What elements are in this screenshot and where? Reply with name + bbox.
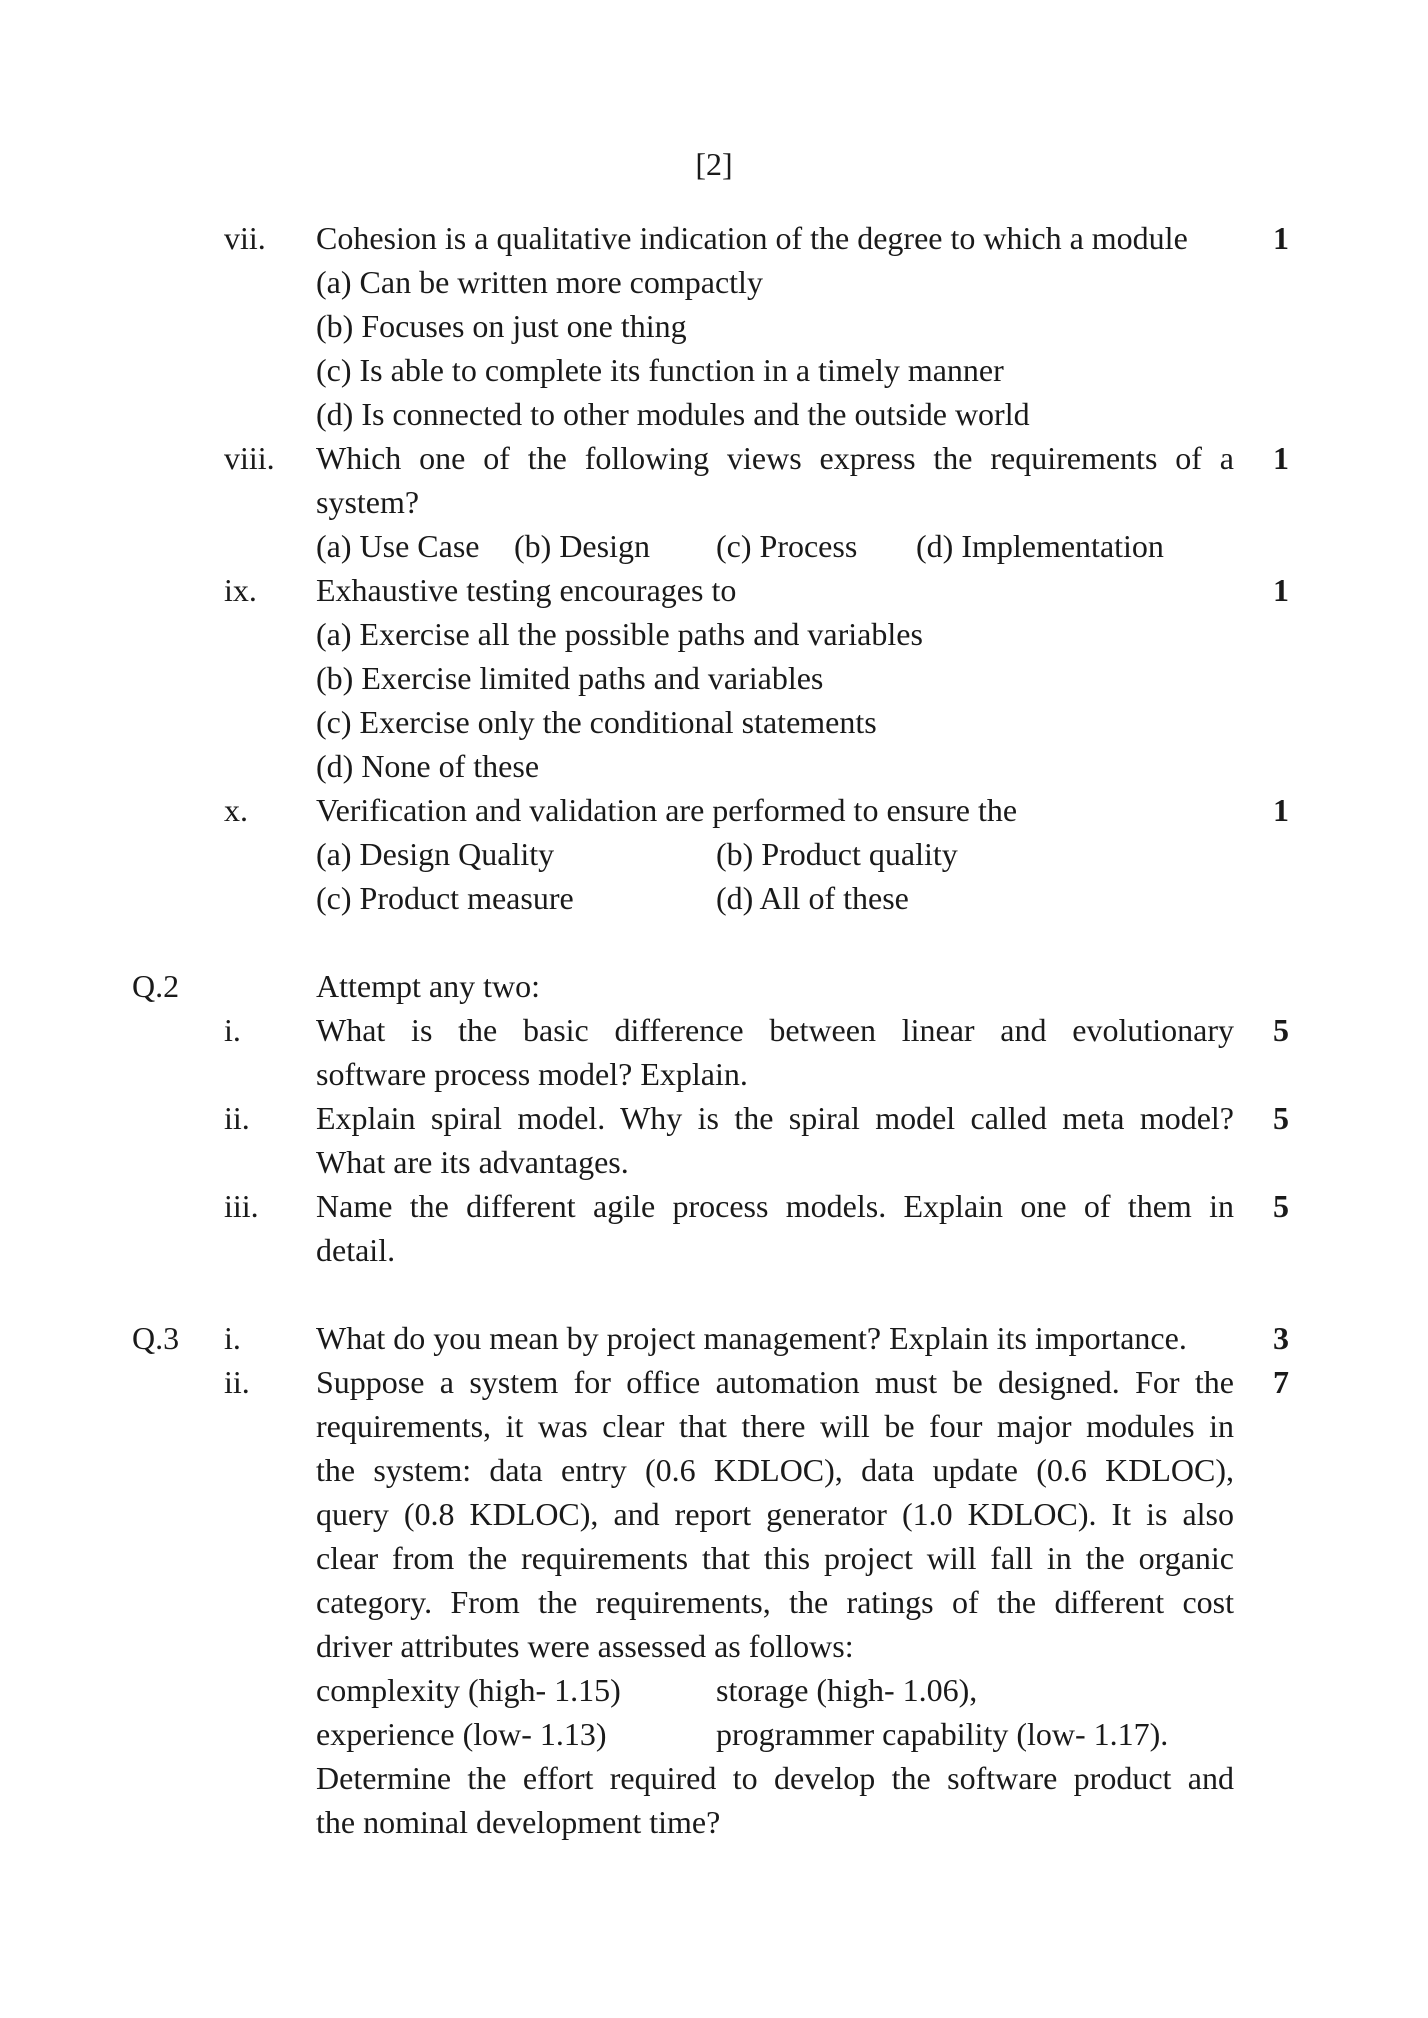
option-row: [0, 876, 1428, 920]
question-text: Name the different agile process models. Explain one of them in: [316, 1188, 1234, 1224]
question-text: Cohesion is a qualitative indication of the degree to which a module: [316, 220, 1188, 256]
question-x: [0, 788, 1428, 832]
question-text: requirements, it was clear that there will be four major modules in: [316, 1408, 1234, 1444]
question-text: driver attributes were assessed as follows:: [316, 1628, 854, 1664]
cost-driver: storage (high- 1.06),: [716, 1672, 978, 1708]
option: (a) Use Case: [316, 528, 480, 564]
marks: 3: [1273, 1320, 1289, 1356]
marks: 1: [1273, 220, 1289, 256]
question-text-continued: [0, 1756, 1428, 1800]
instruction: Attempt any two:: [316, 968, 540, 1004]
question-text: detail.: [316, 1232, 396, 1268]
question-number: i.: [224, 1012, 241, 1048]
question-text-continued: [0, 1052, 1428, 1096]
option: (b) Product quality: [716, 836, 958, 872]
question-text-continued: [0, 480, 1428, 524]
option-row: [0, 700, 1428, 744]
question-text-continued: [0, 1536, 1428, 1580]
option: (b) Design: [514, 528, 650, 564]
question-text: What do you mean by project management? Explain its importance.: [316, 1320, 1187, 1356]
question-text-continued: [0, 1404, 1428, 1448]
option: (d) Implementation: [916, 528, 1164, 564]
question-number: ii.: [224, 1364, 250, 1400]
cost-driver-row: [0, 1668, 1428, 1712]
question-text: What are its advantages.: [316, 1144, 629, 1180]
question-text: the nominal development time?: [316, 1804, 721, 1840]
option: (c) Exercise only the conditional statements: [316, 704, 877, 740]
page-number: [2]: [695, 146, 733, 182]
option-row: [0, 524, 1428, 568]
option: (c) Process: [716, 528, 858, 564]
option: (a) Design Quality: [316, 836, 555, 872]
question-text: Which one of the following views express the requirements of a: [316, 440, 1234, 476]
option: (d) All of these: [716, 880, 909, 916]
q3-item-ii: [0, 1360, 1428, 1404]
q3-item-i: [0, 1316, 1428, 1360]
question-text-continued: [0, 1448, 1428, 1492]
option-row: [0, 348, 1428, 392]
option-row: [0, 392, 1428, 436]
question-text: Verification and validation are performed to ensure the: [316, 792, 1018, 828]
question-text: clear from the requirements that this project will fall in the organic: [316, 1540, 1234, 1576]
question-number: ix.: [224, 572, 257, 608]
q2-header: [0, 964, 1428, 1008]
option: (c) Is able to complete its function in a timely manner: [316, 352, 1004, 388]
question-text-continued: [0, 1140, 1428, 1184]
question-text: Suppose a system for office automation must be designed. For the: [316, 1364, 1234, 1400]
option: (d) None of these: [316, 748, 540, 784]
option-row: [0, 656, 1428, 700]
option: (a) Can be written more compactly: [316, 264, 763, 300]
question-text: category. From the requirements, the ratings of the different cost: [316, 1584, 1234, 1620]
question-text: What is the basic difference between linear and evolutionary: [316, 1012, 1234, 1048]
question-number: i.: [224, 1320, 241, 1356]
option-row: [0, 260, 1428, 304]
question-number: x.: [224, 792, 248, 828]
question-ix: [0, 568, 1428, 612]
marks: 1: [1273, 440, 1289, 476]
option-row: [0, 744, 1428, 788]
question-text-continued: [0, 1624, 1428, 1668]
cost-driver: experience (low- 1.13): [316, 1716, 607, 1752]
option: (c) Product measure: [316, 880, 574, 916]
option: (b) Exercise limited paths and variables: [316, 660, 824, 696]
marks: 5: [1273, 1188, 1289, 1224]
question-number: vii.: [224, 220, 266, 256]
marks: 1: [1273, 792, 1289, 828]
option-row: [0, 304, 1428, 348]
cost-driver: programmer capability (low- 1.17).: [716, 1716, 1169, 1752]
q2-item-i: [0, 1008, 1428, 1052]
question-text-continued: [0, 1492, 1428, 1536]
question-text: the system: data entry (0.6 KDLOC), data update (0.6 KDLOC),: [316, 1452, 1234, 1488]
option: (d) Is connected to other modules and the outside world: [316, 396, 1030, 432]
question-text: Determine the effort required to develop the software product and: [316, 1760, 1234, 1796]
question-text-continued: [0, 1580, 1428, 1624]
cost-driver: complexity (high- 1.15): [316, 1672, 621, 1708]
cost-driver-row: [0, 1712, 1428, 1756]
question-text: Explain spiral model. Why is the spiral model called meta model?: [316, 1100, 1234, 1136]
marks: 5: [1273, 1100, 1289, 1136]
question-number: iii.: [224, 1188, 259, 1224]
question-label: Q.2: [132, 968, 180, 1004]
marks: 7: [1273, 1364, 1289, 1400]
question-number: viii.: [224, 440, 275, 476]
option-row: [0, 832, 1428, 876]
question-text: Exhaustive testing encourages to: [316, 572, 737, 608]
question-vii: [0, 216, 1428, 260]
option: (b) Focuses on just one thing: [316, 308, 687, 344]
question-text: query (0.8 KDLOC), and report generator (1.0 KDLOC). It is also: [316, 1496, 1234, 1532]
question-text-continued: [0, 1800, 1428, 1844]
marks: 5: [1273, 1012, 1289, 1048]
marks: 1: [1273, 572, 1289, 608]
question-number: ii.: [224, 1100, 250, 1136]
q2-item-iii: [0, 1184, 1428, 1228]
question-text: software process model? Explain.: [316, 1056, 748, 1092]
question-label: Q.3: [132, 1320, 180, 1356]
question-text: system?: [316, 484, 420, 520]
question-viii: [0, 436, 1428, 480]
q2-item-ii: [0, 1096, 1428, 1140]
option: (a) Exercise all the possible paths and variables: [316, 616, 923, 652]
option-row: [0, 612, 1428, 656]
question-text-continued: [0, 1228, 1428, 1272]
